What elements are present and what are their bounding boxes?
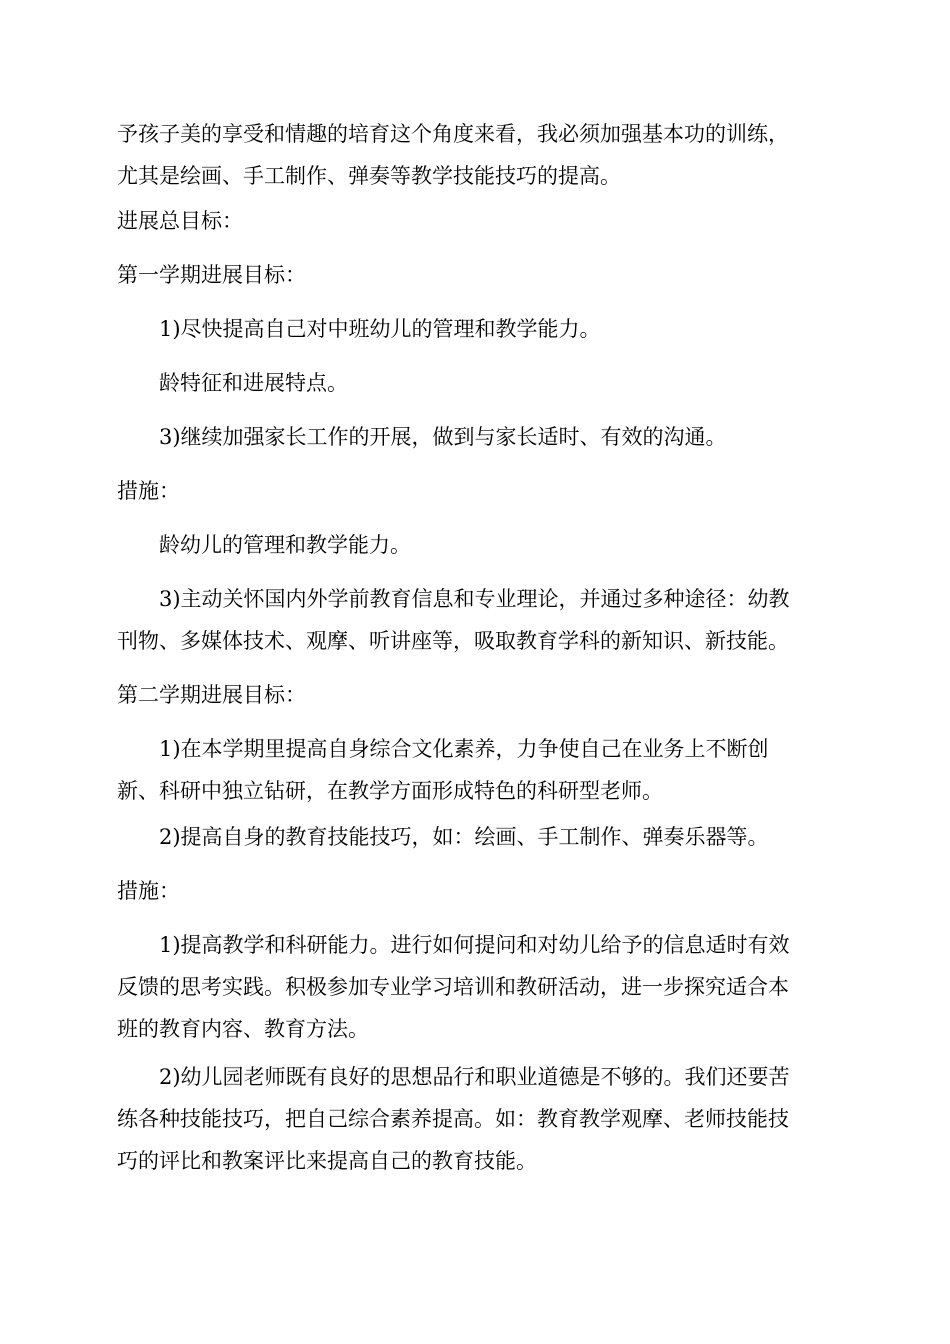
- text-line: 2)提高自身的教育技能技巧，如：绘画、手工制作、弹奏乐器等。: [159, 825, 769, 849]
- text-line: 第二学期进展目标：: [117, 683, 306, 707]
- paragraph-measure-1-3: [117, 578, 879, 662]
- text-line: 措施：: [117, 479, 180, 503]
- text-line: 1)在本学期里提高自身综合文化素养，力争使自己在业务上不断创: [159, 737, 769, 761]
- paragraph-measure-2-1: [117, 924, 879, 1050]
- text-line: 1)提高教学和科研能力。进行如何提问和对幼儿给予的信息适时有效: [159, 933, 790, 957]
- text-line: 予孩子美的享受和情趣的培育这个角度来看，我必须加强基本功的训练，: [117, 122, 789, 146]
- text-line: 反馈的思考实践。积极参加专业学习培训和教研活动，进一步探究适合本: [117, 975, 789, 999]
- text-line: 新、科研中独立钻研，在教学方面形成特色的科研型老师。: [117, 779, 663, 803]
- heading-first-semester-goal: [117, 254, 837, 296]
- paragraph-goal-1-1: [159, 308, 879, 350]
- text-line: 措施：: [117, 879, 180, 903]
- text-line: 班的教育内容、教育方法。: [117, 1017, 369, 1041]
- text-line: 进展总目标：: [117, 209, 243, 233]
- text-line: 巧的评比和教案评比来提高自己的教育技能。: [117, 1149, 537, 1173]
- heading-measures-2: [117, 870, 837, 912]
- heading-measures-1: [117, 470, 837, 512]
- text-line: 龄幼儿的管理和教学能力。: [159, 533, 411, 557]
- text-line: 第一学期进展目标：: [117, 263, 306, 287]
- heading-overall-goal: [117, 200, 837, 242]
- text-line: 3)继续加强家长工作的开展，做到与家长适时、有效的沟通。: [159, 425, 727, 449]
- text-line: 尤其是绘画、手工制作、弹奏等教学技能技巧的提高。: [117, 164, 621, 188]
- text-line: 刊物、多媒体技术、观摩、听讲座等，吸取教育学科的新知识、新技能。: [117, 629, 789, 653]
- text-line: 2)幼儿园老师既有良好的思想品行和职业道德是不够的。我们还要苦: [159, 1065, 790, 1089]
- paragraph-goal-1-3: [159, 416, 879, 458]
- text-line: 3)主动关怀国内外学前教育信息和专业理论，并通过多种途径：幼教: [159, 587, 790, 611]
- text-line: 1)尽快提高自己对中班幼儿的管理和教学能力。: [159, 317, 601, 341]
- heading-second-semester-goal: [117, 674, 837, 716]
- paragraph-measure-1-1: [159, 524, 879, 566]
- paragraph-measure-2-2: [117, 1056, 879, 1182]
- paragraph-intro: [117, 113, 837, 197]
- paragraph-goal-2-2: [159, 816, 879, 858]
- paragraph-goal-2-1: [117, 728, 879, 812]
- text-line: 龄特征和进展特点。: [159, 371, 348, 395]
- paragraph-goal-1-2: [159, 362, 879, 404]
- text-line: 练各种技能技巧，把自己综合素养提高。如：教育教学观摩、老师技能技: [117, 1107, 789, 1131]
